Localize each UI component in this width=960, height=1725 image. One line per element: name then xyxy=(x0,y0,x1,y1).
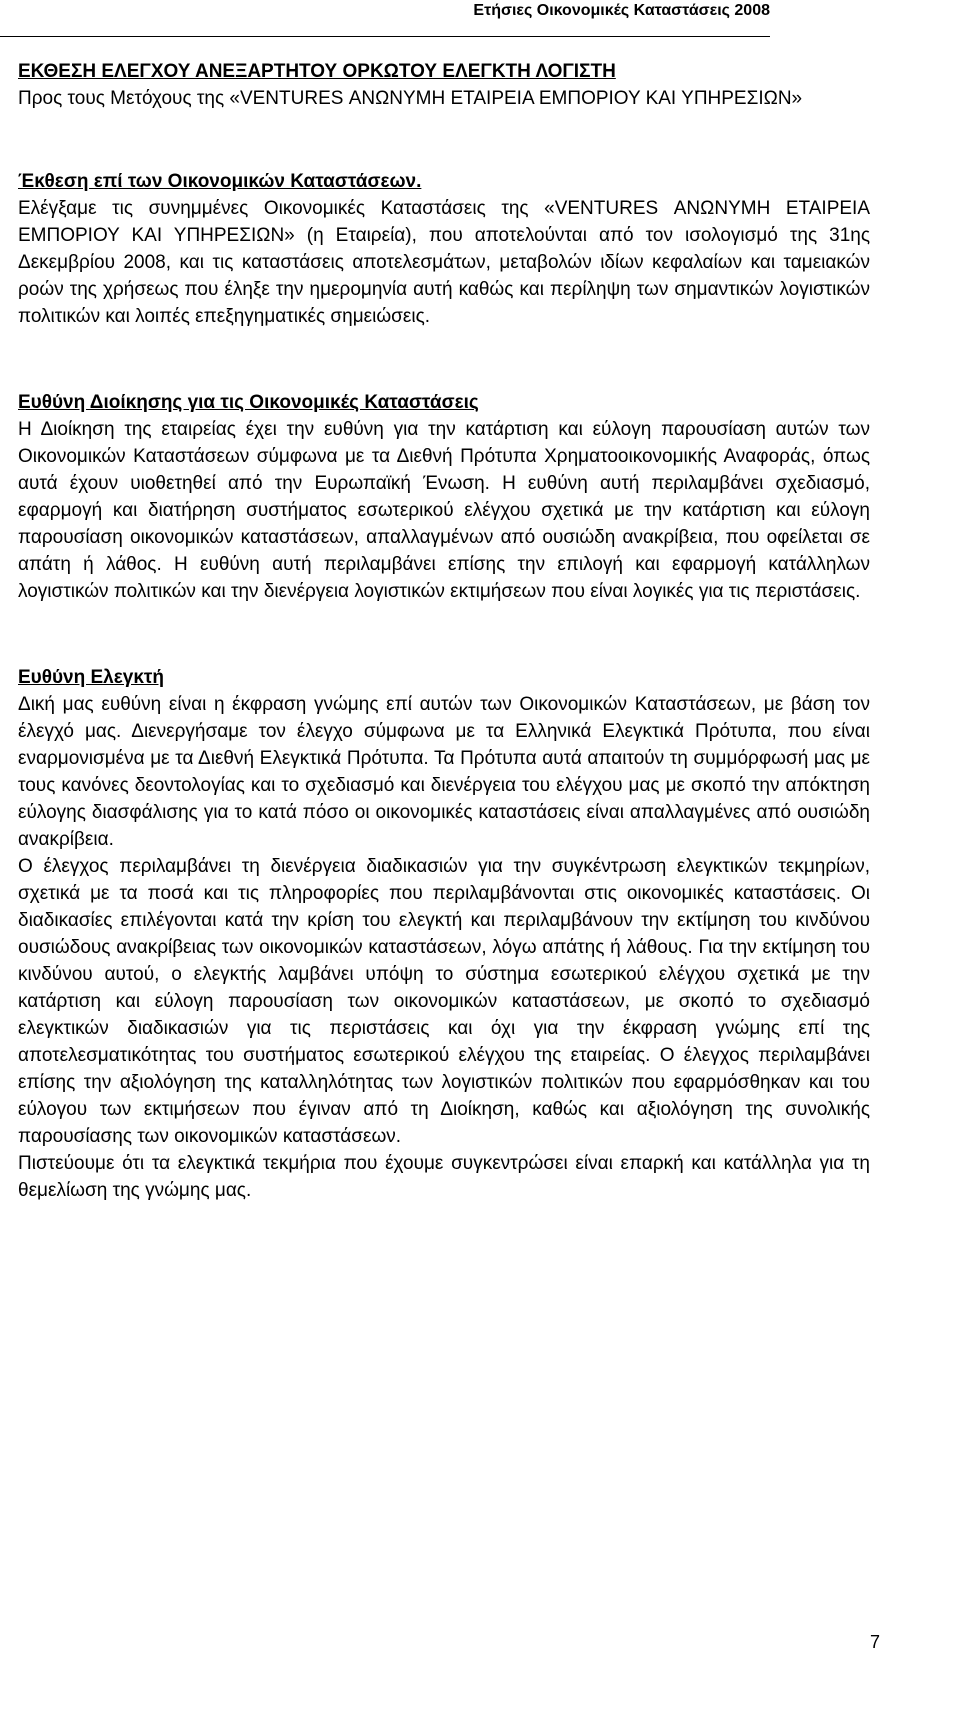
section-paragraph: Πιστεύουμε ότι τα ελεγκτικά τεκμήρια που έχουμε συγκεντρώσει είναι επαρκή και κατάλληλα για τη θεμελίωση της γνώμης μας. xyxy=(18,1153,870,1201)
report-title: ΕΚΘΕΣΗ ΕΛΕΓΧΟΥ ΑΝΕΞΑΡΤΗΤΟΥ ΟΡΚΩΤΟΥ ΕΛΕΓΚΤΗ ΛΟΓΙΣΤΗ xyxy=(18,61,616,82)
section-paragraph: Δική μας ευθύνη είναι η έκφραση γνώμης επί αυτών των Οικονομικών Καταστάσεων, με βάση τον έλεγχό μας. Διενεργήσαμε τον έλεγχο σύμφωνα με τα Ελληνικά Ελεγκτικά Πρότυπα, που είναι εναρμονισμένα με τα Διεθνή Ελεγκτικά Πρότυπα. Τα Πρότυπα αυτά απαιτούν τη συμμόρφωσή μας με τους κανόνες δεοντολογίας και το σχεδιασμό και διενέργεια του ελέγχου μας με σκοπό την απόκτηση εύλογης διασφάλισης για το κατά πόσο οι οικονομικές καταστάσεις είναι απαλλαγμένες από ουσιώδη ανακρίβεια. xyxy=(18,694,870,850)
header-rule xyxy=(0,36,770,37)
section-heading: Ευθύνη Διοίκησης για τις Οικονομικές Καταστάσεις xyxy=(18,392,479,413)
addressee: Προς τους Μετόχους της «VENTURES ΑΝΩΝΥΜΗ ΕΤΑΙΡΕΙΑ ΕΜΠΟΡΙΟΥ ΚΑΙ ΥΠΗΡΕΣΙΩΝ» xyxy=(18,88,803,109)
section-paragraph: Ο έλεγχος περιλαμβάνει τη διενέργεια διαδικασιών για την συγκέντρωση ελεγκτικών τεκμηρίων, σχετικά με τα ποσά και τις πληροφορίες που περιλαμβάνονται στις οικονομικές καταστάσεις. Οι διαδικασίες επιλέγονται κατά την κρίση του ελεγκτή και περιλαμβάνουν την εκτίμηση του κινδύνου ουσιώδους ανακρίβειας των οικονομικών καταστάσεων, λόγω απάτης ή λάθους. Για την εκτίμηση του κινδύνου αυτού, ο ελεγκτής λαμβάνει υπόψη το σύστημα εσωτερικού ελέγχου σχετικά με την κατάρτιση και εύλογη παρουσίαση των οικονομικών καταστάσεων, με σκοπό το σχεδιασμό ελεγκτικών διαδικασιών για τις περιστάσεις και όχι για την έκφραση γνώμης επί της αποτελεσματικότητας του συστήματος εσωτερικού ελέγχου της εταιρείας. Ο έλεγχος περιλαμβάνει επίσης την αξιολόγηση της καταλληλότητας των λογιστικών πολιτικών που εφαρμόσθηκαν και του εύλογου των εκτιμήσεων που έγιναν από τη Διοίκηση, καθώς και αξιολόγηση της συνολικής παρουσίασης των οικονομικών καταστάσεων. xyxy=(18,856,870,1147)
section-heading: Έκθεση επί των Οικονομικών Καταστάσεων. xyxy=(18,171,422,192)
section-financial-statements-report xyxy=(18,168,870,330)
document-body xyxy=(18,58,870,1204)
page-number: 7 xyxy=(869,1632,880,1652)
running-header: Ετήσιες Οικονομικές Καταστάσεις 2008 xyxy=(473,2,770,19)
section-auditor-responsibility xyxy=(18,664,870,1204)
section-heading: Ευθύνη Ελεγκτή xyxy=(18,667,165,688)
section-paragraph: Η Διοίκηση της εταιρείας έχει την ευθύνη για την κατάρτιση και εύλογη παρουσίαση αυτών των Οικονομικών Καταστάσεων σύμφωνα με τα Διεθνή Πρότυπα Χρηματοοικονομικής Αναφοράς, όπως αυτά έχουν υιοθετηθεί από την Ευρωπαϊκή Ένωση. Η ευθύνη αυτή περιλαμβάνει σχεδιασμό, εφαρμογή και διατήρηση συστήματος εσωτερικού ελέγχου σχετικά με την κατάρτιση και εύλογη παρουσίαση οικονομικών καταστάσεων, απαλλαγμένων από ουσιώδη ανακρίβεια, που οφείλεται σε απάτη ή λάθος. Η ευθύνη αυτή περιλαμβάνει επίσης την επιλογή και εφαρμογή κατάλληλων λογιστικών πολιτικών και την διενέργεια λογιστικών εκτιμήσεων που είναι λογικές για τις περιστάσεις. xyxy=(18,419,870,602)
section-management-responsibility xyxy=(18,389,870,605)
section-paragraph: Ελέγξαμε τις συνημμένες Οικονομικές Καταστάσεις της «VENTURES ΑΝΩΝΥΜΗ ΕΤΑΙΡΕΙΑ ΕΜΠΟΡΙΟΥ ΚΑΙ ΥΠΗΡΕΣΙΩΝ» (η Εταιρεία), που αποτελούνται από τον ισολογισμό της 31ης Δεκεμβρίου 2008, και τις καταστάσεις αποτελεσμάτων, μεταβολών ιδίων κεφαλαίων και ταμειακών ροών της χρήσεως που έληξε την ημερομηνία αυτή καθώς και περίληψη των σημαντικών λογιστικών πολιτικών και λοιπές επεξηγηματικές σημειώσεις. xyxy=(18,198,870,327)
